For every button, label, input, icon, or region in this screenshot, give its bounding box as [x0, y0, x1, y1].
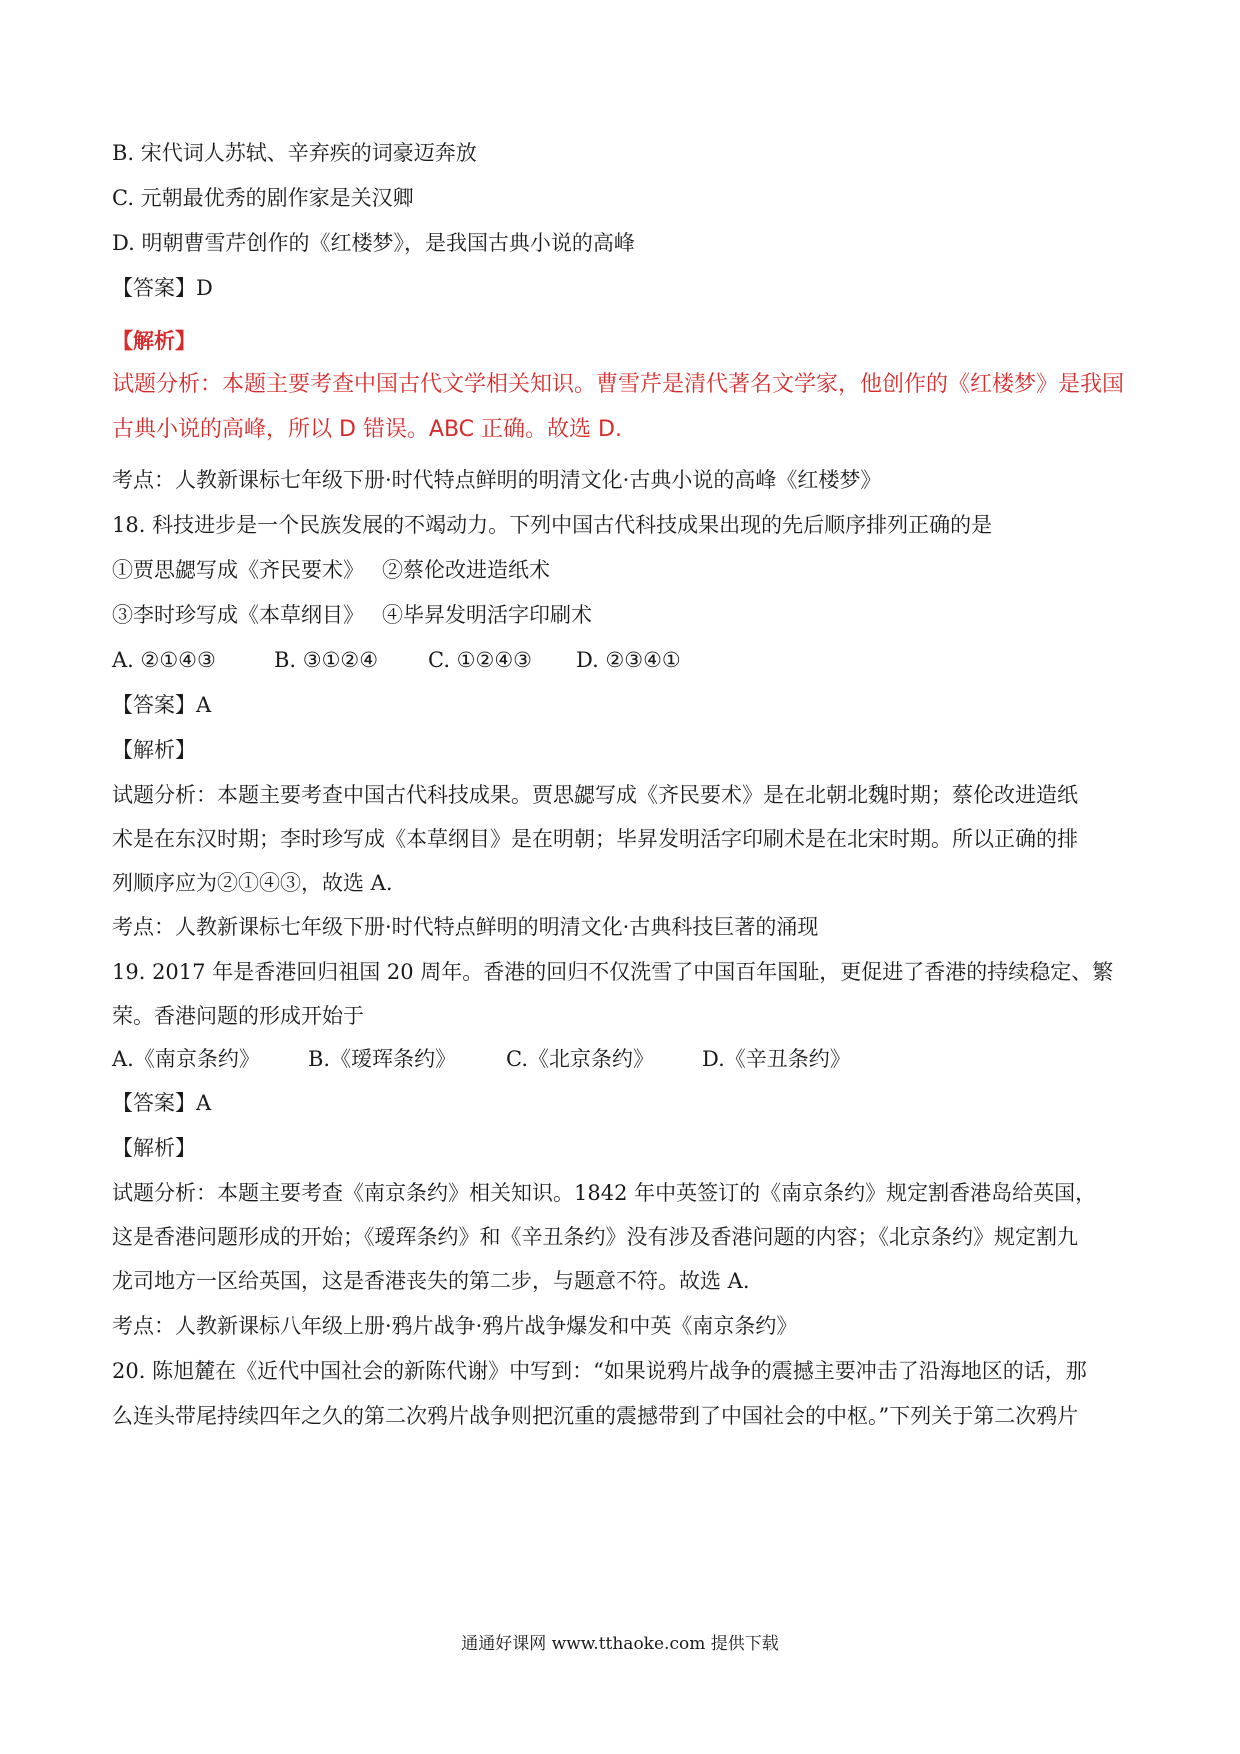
option-b: B. 宋代词人苏轼、辛弃疾的词豪迈奔放 [112, 141, 477, 165]
answer-17: 【答案】D [112, 276, 213, 300]
knowledge-point-17: 考点：人教新课标七年级下册·时代特点鲜明的明清文化·古典小说的高峰《红楼梦》 [112, 468, 882, 492]
option-d: D. 明朝曹雪芹创作的《红楼梦》，是我国古典小说的高峰 [112, 231, 635, 255]
answer-19: 【答案】A [112, 1091, 212, 1115]
knowledge-point-18: 考点：人教新课标七年级下册·时代特点鲜明的明清文化·古典科技巨著的涌现 [112, 915, 819, 939]
analysis-19-line3: 龙司地方一区给英国，这是香港丧失的第二步，与题意不符。故选 A. [112, 1269, 750, 1293]
item-1: ①贾思勰写成《齐民要术》 [112, 558, 364, 582]
option-a: A.《南京条约》 [112, 1047, 260, 1071]
page-footer: 通通好课网 www.tthaoke.com 提供下载 [461, 1634, 779, 1654]
analysis-heading-19: 【解析】 [112, 1136, 196, 1160]
item-3: ③李时珍写成《本草纲目》 [112, 603, 364, 627]
question-18: 18. 科技进步是一个民族发展的不竭动力。下列中国古代科技成果出现的先后顺序排列正确的是 [112, 513, 993, 537]
analysis-18-line2: 术是在东汉时期；李时珍写成《本草纲目》是在明朝；毕昇发明活字印刷术是在北宋时期。所以正确的排 [112, 827, 1078, 851]
option-b: B. ③①②④ [274, 648, 379, 672]
option-c: C.《北京条约》 [506, 1047, 654, 1071]
analysis-19-line2: 这是香港问题形成的开始；《瑷珲条约》和《辛丑条约》没有涉及香港问题的内容；《北京条约》规定割九 [112, 1225, 1078, 1249]
question-19-line2: 荣。香港问题的形成开始于 [112, 1004, 364, 1028]
question-18-options [112, 645, 1144, 675]
analysis-heading-18: 【解析】 [112, 738, 196, 762]
option-c: C. ①②④③ [428, 648, 532, 672]
question-18-items-row1 [112, 555, 1144, 585]
answer-18: 【答案】A [112, 693, 212, 717]
option-d: D. ②③④① [576, 648, 681, 672]
option-b: B.《瑷珲条约》 [308, 1047, 457, 1071]
question-18-items-row2 [112, 600, 1144, 630]
analysis-19-line1: 试题分析：本题主要考查《南京条约》相关知识。1842 年中英签订的《南京条约》规定割香港岛给英国， [112, 1181, 1097, 1205]
option-d: D.《辛丑条约》 [702, 1047, 851, 1071]
analysis-18-line1: 试题分析：本题主要考查中国古代科技成果。贾思勰写成《齐民要术》是在北朝北魏时期；蔡伦改进造纸 [112, 783, 1078, 807]
analysis-17-line1: 试题分析：本题主要考查中国古代文学相关知识。曹雪芹是清代著名文学家，他创作的《红楼梦》是我国 [112, 372, 1125, 397]
knowledge-point-19: 考点：人教新课标八年级上册·鸦片战争·鸦片战争爆发和中英《南京条约》 [112, 1314, 798, 1338]
analysis-18-line3: 列顺序应为②①④③，故选 A. [112, 871, 393, 895]
option-a: A. ②①④③ [112, 648, 216, 672]
analysis-heading-17: 【解析】 [112, 328, 196, 353]
analysis-17-line2: 古典小说的高峰，所以 D 错误。ABC 正确。故选 D. [112, 417, 622, 442]
item-4: ④毕昇发明活字印刷术 [382, 603, 592, 627]
question-19-line1: 19. 2017 年是香港回归祖国 20 周年。香港的回归不仅洗雪了中国百年国耻，更促进了香港的持续稳定、繁 [112, 960, 1114, 984]
option-c: C. 元朝最优秀的剧作家是关汉卿 [112, 186, 414, 210]
question-19-options [112, 1044, 1144, 1074]
question-20-line2: 么连头带尾持续四年之久的第二次鸦片战争则把沉重的震撼带到了中国社会的中枢。”下列关于第二次鸦片 [112, 1404, 1079, 1428]
item-2: ②蔡伦改进造纸术 [382, 558, 550, 582]
question-20-line1: 20. 陈旭麓在《近代中国社会的新陈代谢》中写到：“如果说鸦片战争的震撼主要冲击了沿海地区的话，那 [112, 1359, 1087, 1383]
